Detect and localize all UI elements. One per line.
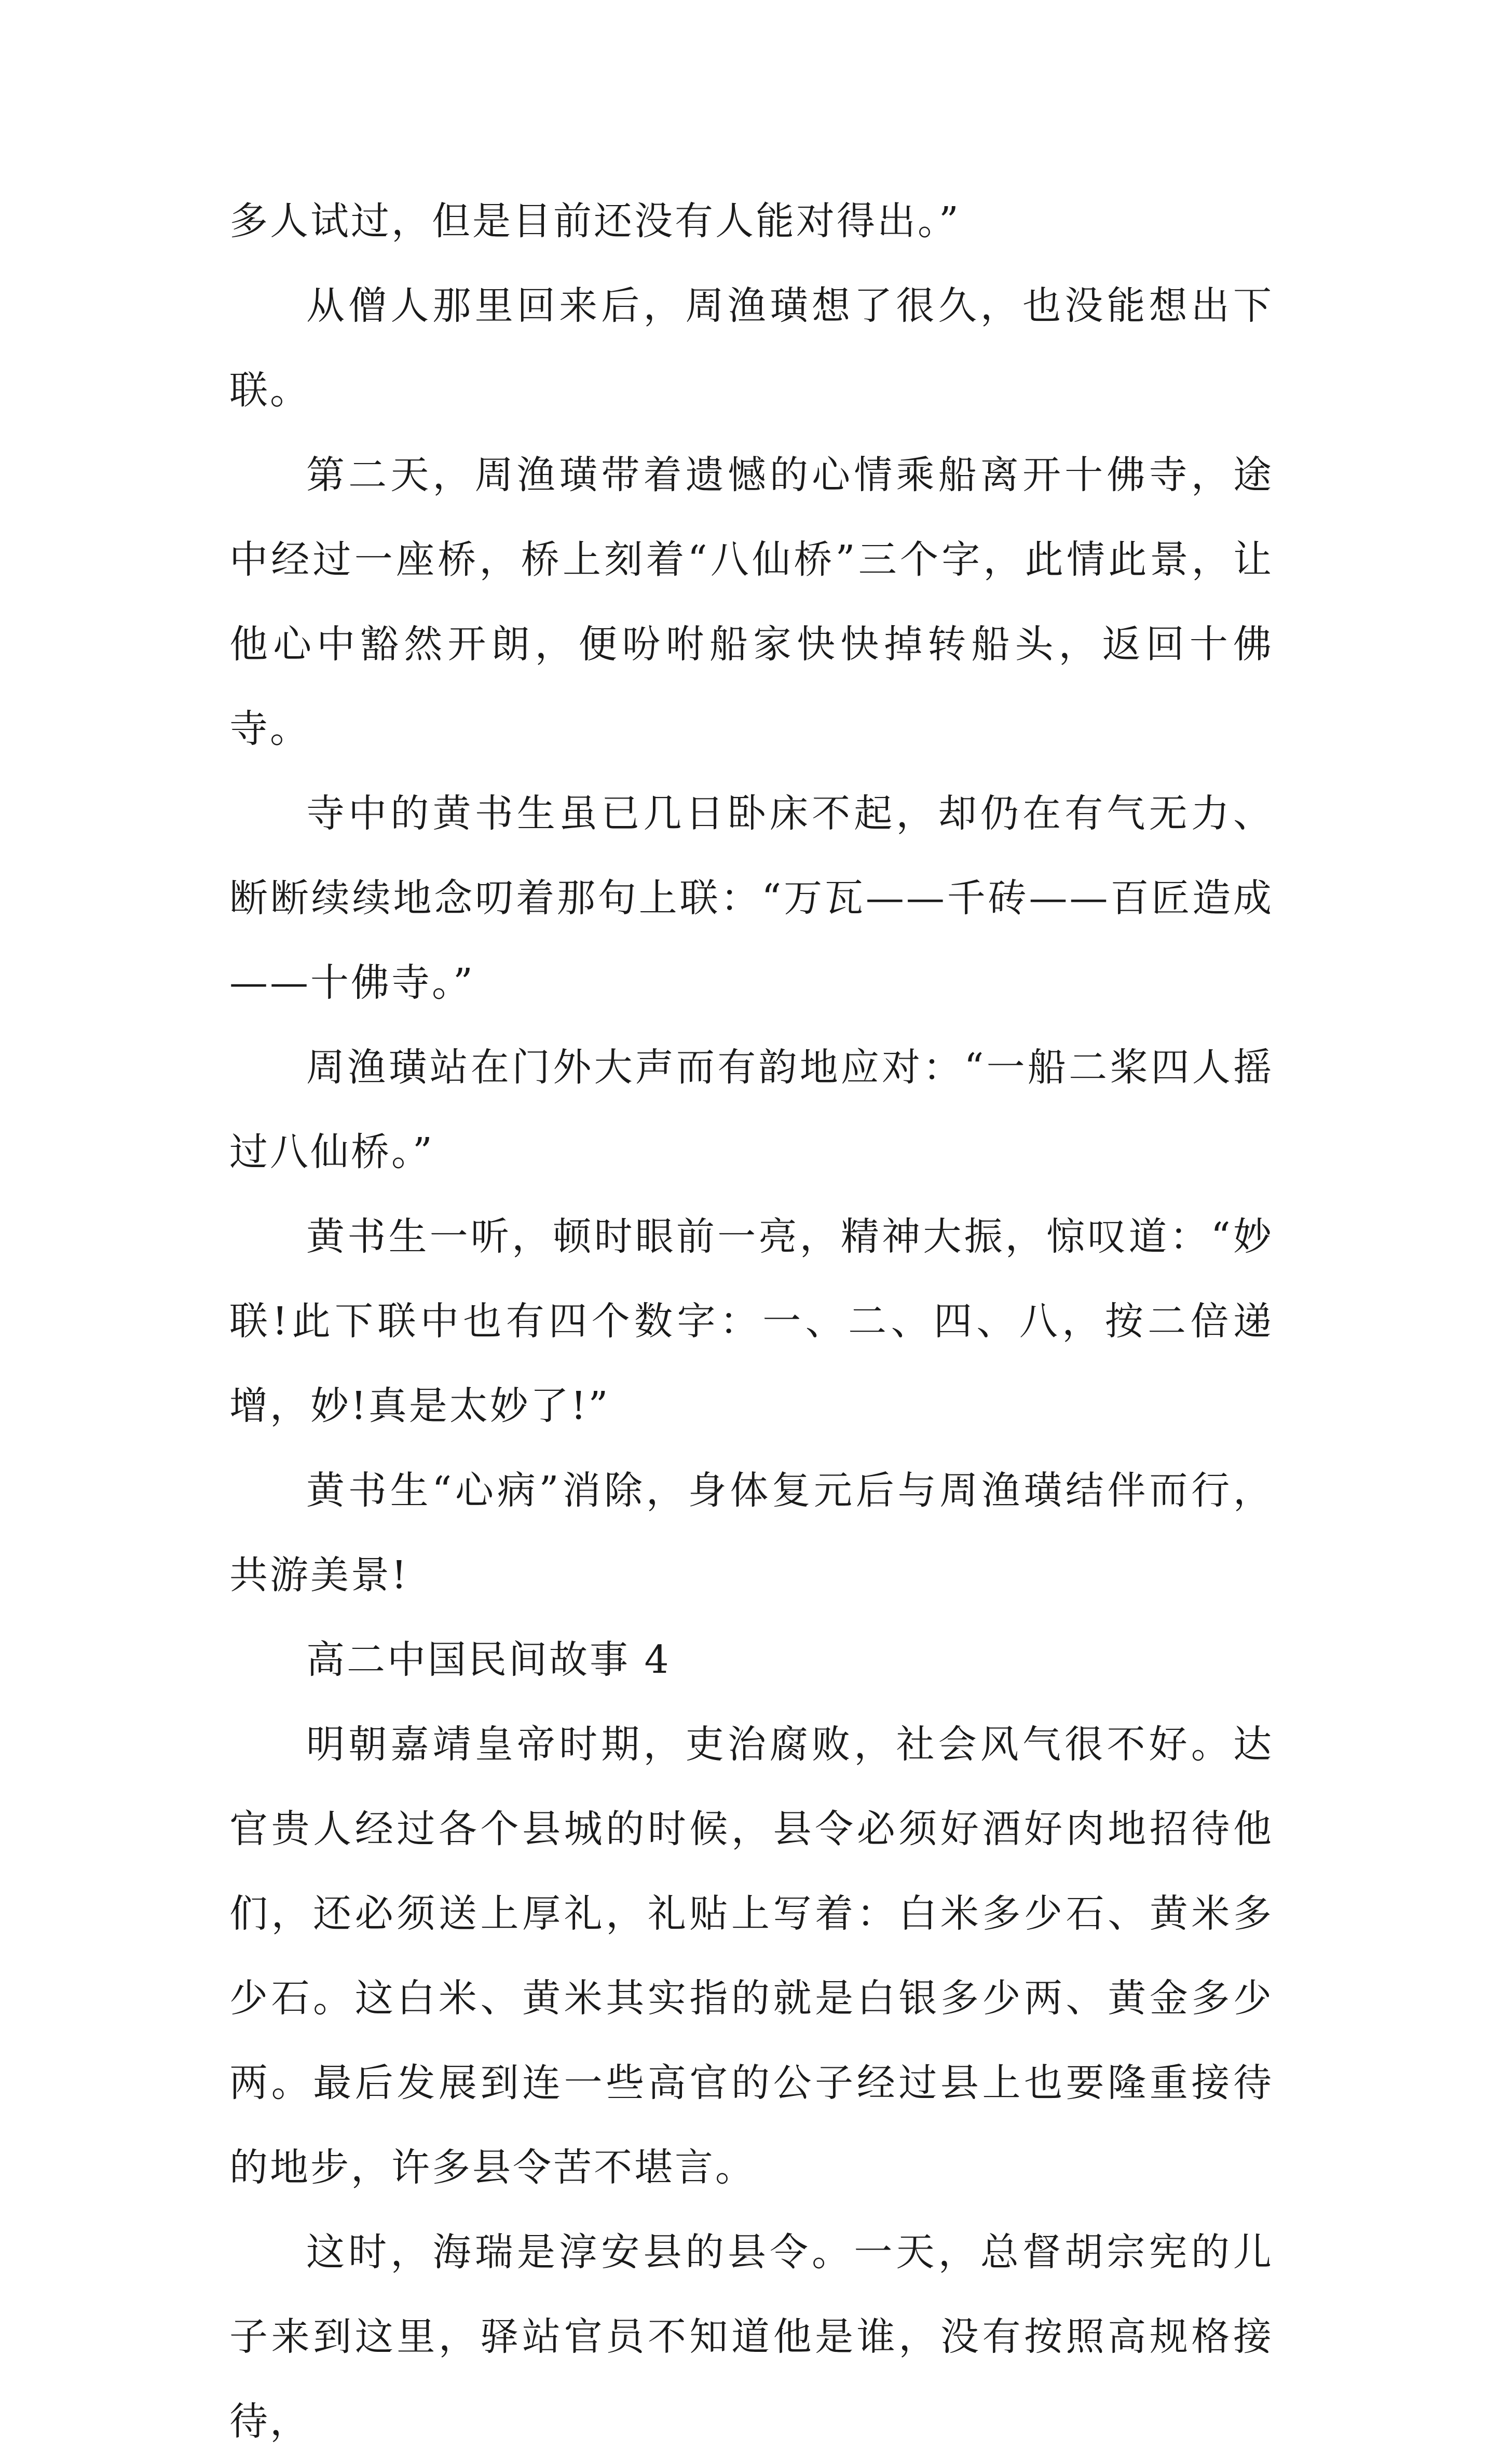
paragraph: 明朝嘉靖皇帝时期，吏治腐败，社会风气很不好。达官贵人经过各个县城的时候，县令必须好酒好肉地招待他们，还必须送上厚礼，礼贴上写着：白米多少石、黄米多少石。这白米、黄米其实指的就是白银多少两、黄金多少两。最后发展到连一些高官的公子经过县上也要隆重接待的地步，许多县令苦不堪言。 bbox=[229, 1722, 1274, 2190]
paragraph-continuation: 多人试过，但是目前还没有人能对得出。” bbox=[229, 199, 961, 243]
section-heading: 高二中国民间故事 4 bbox=[306, 1637, 671, 1682]
paragraph: 第二天，周渔璜带着遗憾的心情乘船离开十佛寺，途中经过一座桥，桥上刻着“八仙桥”三个字，此情此景，让他心中豁然开朗，便吩咐船家快快掉转船头，返回十佛寺。 bbox=[229, 453, 1274, 751]
paragraph: 从僧人那里回来后，周渔璜想了很久，也没能想出下联。 bbox=[229, 283, 1274, 413]
paragraph: 黄书生一听，顿时眼前一亮，精神大振，惊叹道：“妙联!此下联中也有四个数字：一、二、四、八，按二倍递增，妙!真是太妙了!” bbox=[229, 1214, 1274, 1428]
document-body bbox=[229, 179, 1274, 2464]
paragraph: 周渔璜站在门外大声而有韵地应对：“一船二桨四人摇过八仙桥。” bbox=[229, 1045, 1274, 1174]
paragraph: 黄书生“心病”消除，身体复元后与周渔璜结伴而行，共游美景! bbox=[229, 1468, 1274, 1597]
paragraph: 寺中的黄书生虽已几日卧床不起，却仍在有气无力、断断续续地念叨着那句上联：“万瓦——千砖——百匠造成——十佛寺。” bbox=[229, 791, 1274, 1005]
paragraph: 这时，海瑞是淳安县的县令。一天，总督胡宗宪的儿子来到这里，驿站官员不知道他是谁，没有按照高规格接待， bbox=[229, 2230, 1274, 2444]
